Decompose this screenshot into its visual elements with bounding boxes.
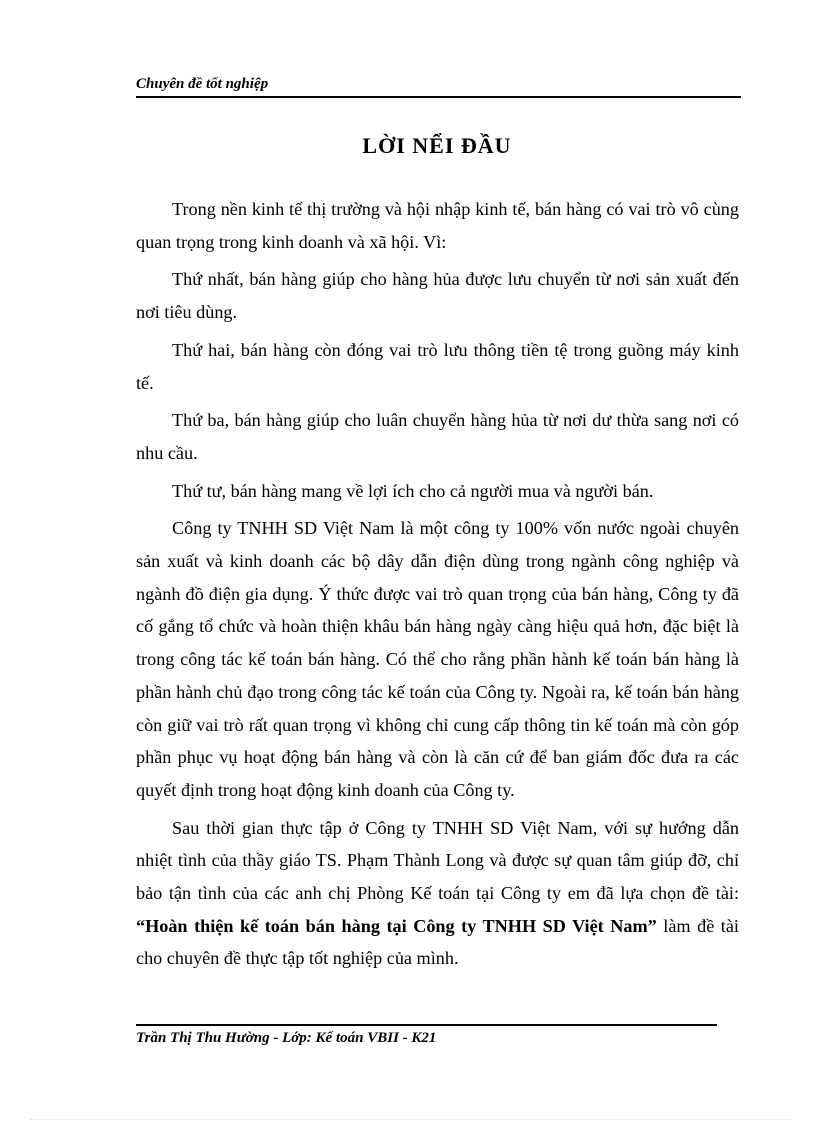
paragraph-third: Thứ ba, bán hàng giúp cho luân chuyển hàng hủa từ nơi dư thừa sang nơi có nhu cầu. — [136, 410, 739, 463]
paragraph-company: Công ty TNHH SD Việt Nam là một công ty 100% vốn nước ngoài chuyên sản xuất và kinh doanh các bộ dây dẫn điện dùng trong ngành công nghiệp và ngành đồ điện gia dụng. Ý thức được vai trò quan trọng của bán hàng, Công ty đã cố gắng tổ chức và hoàn thiện khâu bán hàng ngày càng hiệu quả hơn, đặc biệt là trong công tác kế toán bán hàng. Có thể cho rằng phần hành kế toán bán hàng là phần hành chủ đạo trong công tác kế toán của Công ty. Ngoài ra, kế toán bán hàng còn giữ vai trò rất quan trọng vì không chỉ cung cấp thông tin kế toán mà còn góp phần phục vụ hoạt động bán hàng và còn là căn cứ để ban giám đốc đưa ra các quyết định trong hoạt động kinh doanh của Công ty. — [136, 518, 739, 800]
bottom-dotted-border — [30, 1119, 790, 1120]
paragraph-conclusion — [136, 812, 739, 976]
paragraph-first: Thứ nhất, bán hàng giúp cho hàng hủa được lưu chuyển từ nơi sản xuất đến nơi tiêu dùng. — [136, 269, 739, 323]
page-title: LỜI NỂI ĐẦU — [362, 133, 512, 158]
conclusion-tail: làm đề tài cho chuyên đề thực tập tốt nghiệp của mình. — [136, 915, 739, 969]
body-text — [136, 193, 739, 975]
thesis-topic: “Hoàn thiện kế toán bán hàng tại Công ty TNHH SD Việt Nam” — [136, 915, 657, 936]
paragraph-intro: Trong nền kinh tế thị trường và hội nhập kinh tế, bán hàng có vai trò vô cùng quan trọng trong kinh doanh và xã hội. Vì: — [136, 199, 739, 252]
paragraph-second: Thứ hai, bán hàng còn đóng vai trò lưu thông tiền tệ trong guồng máy kinh tế. — [136, 339, 739, 393]
running-footer: Trần Thị Thu Hường - Lớp: Kế toán VBII - K21 — [136, 1030, 437, 1046]
running-header: Chuyên đề tốt nghiệp — [136, 76, 269, 92]
footer-rule — [136, 1024, 717, 1026]
conclusion-lead: Sau thời gian thực tập ở Công ty TNHH SD Việt Nam, với sự hướng dẫn nhiệt tình của thầy giáo TS. Phạm Thành Long và được sự quan tâm giúp đỡ, chỉ bảo tận tình của các anh chị Phòng Kế toán tại Công ty em đã lựa chọn đề tài: — [136, 817, 739, 904]
header-rule — [136, 96, 741, 98]
paragraph-fourth: Thứ tư, bán hàng mang về lợi ích cho cả người mua và người bán. — [172, 480, 654, 501]
